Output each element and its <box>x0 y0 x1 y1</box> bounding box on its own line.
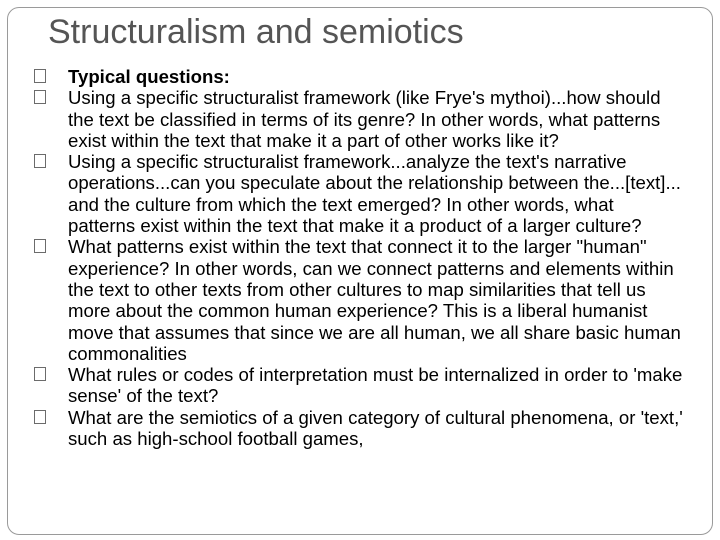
bullet-item <box>34 407 684 450</box>
bullet-text: What patterns exist within the text that connect it to the larger "human" experience? In other words, can we connect patterns and elements within the text to other texts from other cultures to map similarities that tell us more about the common human experience? This is a liberal humanist move that assumes that since we are all human, we all share basic human commonalities <box>68 236 681 364</box>
bullet-item <box>34 236 684 364</box>
bullet-text: Using a specific structuralist framework...analyze the text's narrative operations...can you speculate about the relationship between the...[text]... and the culture from which the text emerged? In other words, what patterns exist within the text that make it a product of a larger culture? <box>68 151 681 237</box>
square-bullet-icon <box>34 69 46 83</box>
bullet-list <box>34 66 684 449</box>
bullet-item <box>34 87 684 151</box>
bullet-item <box>34 364 684 407</box>
bullet-text: What rules or codes of interpretation must be internalized in order to 'make sense' of the text? <box>68 364 683 407</box>
bullet-text: Using a specific structuralist framework (like Frye's mythoi)...how should the text be classified in terms of its genre? In other words, what patterns exist within the text that make it a part of other works like it? <box>68 87 661 151</box>
bullet-text: What are the semiotics of a given category of cultural phenomena, or 'text,' such as high-school football games, <box>68 406 683 450</box>
square-bullet-icon <box>34 154 46 168</box>
bullet-item <box>34 151 684 236</box>
square-bullet-icon <box>34 367 46 381</box>
slide-title: Structuralism and semiotics <box>48 13 464 51</box>
square-bullet-icon <box>34 410 46 424</box>
bullet-text: Typical questions: <box>68 66 230 87</box>
square-bullet-icon <box>34 239 46 253</box>
square-bullet-icon <box>34 90 46 104</box>
bullet-item <box>34 66 684 87</box>
